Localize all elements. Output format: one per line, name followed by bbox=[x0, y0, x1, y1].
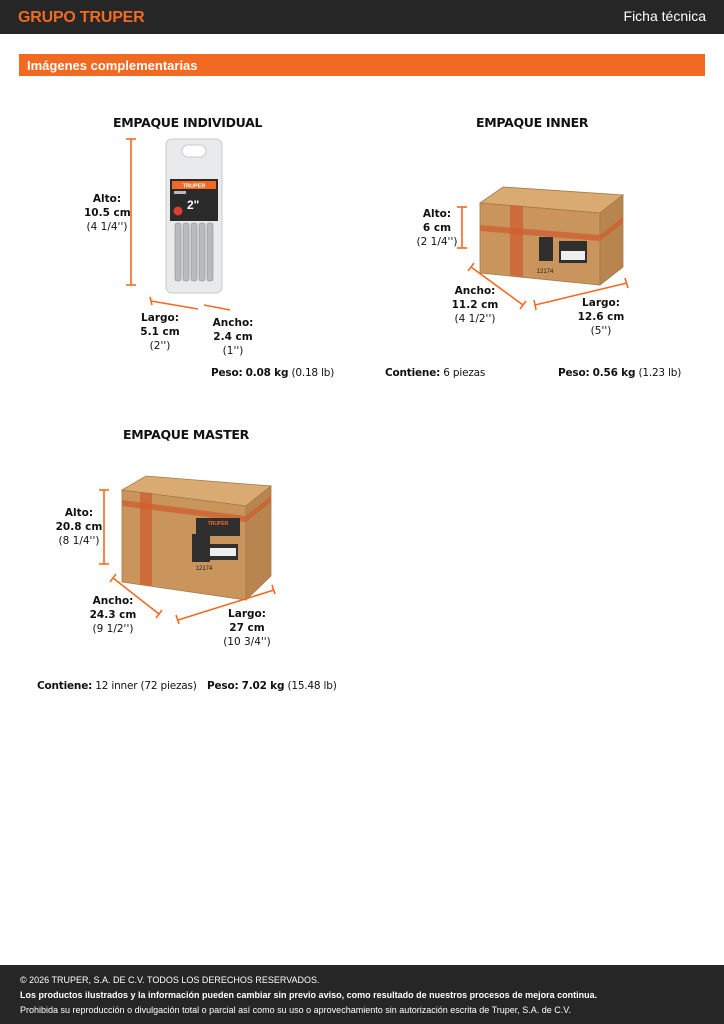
inner-peso-imperial: (1.23 lb) bbox=[638, 367, 682, 379]
master-alto-value: 20.8 cm bbox=[55, 521, 103, 533]
individual-ancho-value: 2.4 cm bbox=[213, 331, 253, 343]
master-peso bbox=[207, 680, 337, 692]
inner-alto bbox=[414, 207, 460, 249]
master-peso-imperial: (15.48 lb) bbox=[287, 680, 337, 692]
inner-ancho-imperial: (4 1/2'') bbox=[454, 313, 496, 325]
individual-peso-imperial: (0.18 lb) bbox=[291, 367, 335, 379]
individual-alto-value: 10.5 cm bbox=[84, 207, 131, 219]
master-alto-label: Alto: bbox=[64, 507, 94, 519]
individual-heading: EMPAQUE INDIVIDUAL bbox=[113, 115, 263, 130]
inner-peso-label: Peso: bbox=[558, 367, 590, 379]
section-header bbox=[19, 54, 705, 76]
inner-ancho bbox=[449, 284, 501, 326]
card-size-text: 2" bbox=[187, 198, 200, 212]
inner-peso-value: 0.56 kg bbox=[592, 367, 636, 379]
individual-peso-label: Peso: bbox=[211, 367, 243, 379]
master-peso-label: Peso: bbox=[207, 680, 239, 692]
master-contiene bbox=[37, 680, 197, 692]
inner-contiene-value: 6 piezas bbox=[443, 367, 486, 379]
document-type: Ficha técnica bbox=[623, 8, 706, 24]
inner-contiene-label: Contiene: bbox=[385, 367, 441, 379]
individual-ancho-imperial: (1'') bbox=[222, 345, 244, 357]
master-largo-label: Largo: bbox=[228, 608, 266, 620]
master-peso-value: 7.02 kg bbox=[241, 680, 285, 692]
card-brand-text: TRUPER bbox=[182, 183, 206, 190]
master-ancho bbox=[87, 594, 139, 636]
individual-ancho bbox=[210, 316, 256, 358]
inner-peso bbox=[558, 367, 681, 379]
master-contiene-value: 12 inner (72 piezas) bbox=[95, 680, 197, 692]
inner-alto-label: Alto: bbox=[422, 208, 452, 220]
inner-largo-imperial: (5'') bbox=[590, 325, 612, 337]
master-largo-value: 27 cm bbox=[229, 622, 265, 634]
individual-alto bbox=[84, 192, 130, 234]
master-box-code: 12174 bbox=[195, 566, 213, 572]
master-ancho-label: Ancho: bbox=[92, 595, 134, 607]
master-contiene-label: Contiene: bbox=[37, 680, 93, 692]
individual-largo-value: 5.1 cm bbox=[140, 326, 180, 338]
inner-heading: EMPAQUE INNER bbox=[476, 115, 589, 130]
footer-notice: Los productos ilustrados y la información pueden cambiar sin previo aviso, como resultado de nuestros procesos de mejora continua. bbox=[20, 990, 598, 1000]
footer-copyright: © 2026 TRUPER, S.A. DE C.V. TODOS LOS DERECHOS RESERVADOS. bbox=[20, 975, 320, 985]
inner-alto-value: 6 cm bbox=[422, 222, 452, 234]
inner-ancho-value: 11.2 cm bbox=[451, 299, 499, 311]
master-ancho-value: 24.3 cm bbox=[89, 609, 137, 621]
master-alto bbox=[55, 506, 103, 548]
footer bbox=[0, 965, 724, 1024]
inner-largo-value: 12.6 cm bbox=[577, 311, 625, 323]
inner-largo-label: Largo: bbox=[582, 297, 620, 309]
individual-package-image bbox=[120, 135, 240, 310]
inner-ancho-label: Ancho: bbox=[454, 285, 496, 297]
top-bar bbox=[0, 0, 724, 34]
master-largo-imperial: (10 3/4'') bbox=[223, 636, 271, 648]
individual-peso bbox=[211, 367, 334, 379]
master-largo bbox=[219, 607, 275, 649]
footer-rights: Prohibida su reproducción o divulgación total o parcial así como su uso o aprovechamiento sin autorización escrita de Truper, S.A. de C.V. bbox=[20, 1005, 571, 1015]
inner-largo bbox=[575, 296, 627, 338]
master-ancho-imperial: (9 1/2'') bbox=[92, 623, 134, 635]
inner-contiene bbox=[385, 367, 485, 379]
individual-largo-imperial: (2'') bbox=[149, 340, 171, 352]
individual-largo bbox=[137, 311, 183, 353]
individual-alto-imperial: (4 1/4'') bbox=[86, 221, 128, 233]
individual-ancho-label: Ancho: bbox=[212, 317, 254, 329]
master-box-brand: TRUPER bbox=[207, 521, 229, 527]
individual-largo-label: Largo: bbox=[141, 312, 179, 324]
section-title: Imágenes complementarias bbox=[27, 58, 198, 73]
inner-box-code: 12174 bbox=[536, 269, 554, 275]
master-alto-imperial: (8 1/4'') bbox=[58, 535, 100, 547]
individual-alto-label: Alto: bbox=[92, 193, 122, 205]
individual-peso-value: 0.08 kg bbox=[245, 367, 289, 379]
master-heading: EMPAQUE MASTER bbox=[123, 427, 249, 442]
brand-logo: GRUPO TRUPER bbox=[18, 9, 145, 26]
inner-alto-imperial: (2 1/4'') bbox=[416, 236, 458, 248]
